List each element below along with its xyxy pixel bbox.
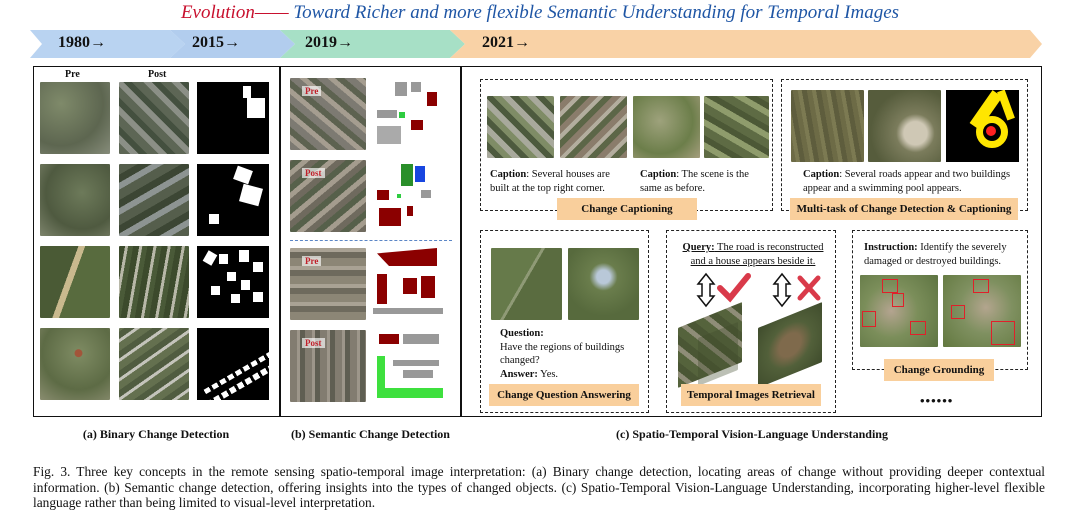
grounding-box-marker <box>892 293 904 307</box>
cqa-post-image <box>568 248 639 320</box>
timeline-label: 2021→ <box>482 34 530 51</box>
binary-mask-4 <box>197 328 269 400</box>
check-icon <box>720 276 748 298</box>
caption-text: : The scene is the same as before. <box>640 169 749 194</box>
timeline-label: 2019→ <box>305 34 353 51</box>
change-captioning-label: Change Captioning <box>557 198 697 220</box>
instruction-text: Identify the severely damaged or destroyed buildings. <box>864 242 1007 267</box>
title-evolution: Evolution—— <box>180 2 289 23</box>
grounding-pre-image <box>860 275 938 347</box>
caption-keyword: Caption <box>490 169 527 180</box>
post-label: Post <box>148 69 167 80</box>
figure-caption: Fig. 3. Three key concepts in the remote sensing spatio-temporal image interpretation: (a) Binary change detection, locating areas of change without providing deeper contextual information. (b) Semantic change detection, offering insights into the types of changed objects. (c) Spatio-Temporal Vision-Language Understanding, incorporating higher-level flexible language rather than being limited to visual-level interpretation. <box>33 464 1045 511</box>
question-keyword: Question: <box>500 328 544 339</box>
pre-label: Pre <box>65 69 80 80</box>
grounding-box-marker <box>862 311 876 327</box>
query-keyword: Query: <box>682 242 715 253</box>
cross-icon <box>800 278 818 298</box>
timeline-arrow-2021 <box>450 30 1042 58</box>
divider-ab <box>279 66 281 417</box>
subcaption-b: (b) Semantic Change Detection <box>291 427 450 441</box>
subcaption-a: (a) Binary Change Detection <box>82 427 230 441</box>
binary-pre-image-1 <box>40 82 110 154</box>
grounding-label: Change Grounding <box>884 359 994 381</box>
binary-post-image-2 <box>119 164 189 236</box>
subcaption-c: (c) Spatio-Temporal Vision-Language Understanding <box>616 427 888 441</box>
caption-keyword: Caption <box>640 169 677 180</box>
binary-pre-image-4 <box>40 328 110 400</box>
timeline-arrow-1980 <box>30 30 185 58</box>
binary-pre-image-3 <box>40 246 110 318</box>
multitask-label: Multi-task of Change Detection & Captioning <box>790 198 1018 220</box>
retrieval-query <box>676 241 830 268</box>
cqa-label: Change Question Answering <box>489 384 639 406</box>
binary-post-image-3 <box>119 246 189 318</box>
grounding-instruction <box>864 241 1024 268</box>
semantic-post-tag: Post <box>302 168 325 178</box>
captioning-image-1 <box>487 96 554 158</box>
divider-bc <box>460 66 462 417</box>
semantic-pre-tag-2: Pre <box>302 256 321 266</box>
semantic-pre-map-2 <box>373 248 449 320</box>
semantic-post-tag-2: Post <box>302 338 325 348</box>
semantic-pre-tag: Pre <box>302 86 321 96</box>
captioning-image-4 <box>704 96 769 158</box>
captioning-image-2 <box>560 96 627 158</box>
binary-mask-1 <box>197 82 269 154</box>
binary-pre-image-2 <box>40 164 110 236</box>
timeline-label: 1980→ <box>58 34 106 51</box>
binary-post-image-4 <box>119 328 189 400</box>
grounding-box-marker <box>973 279 989 293</box>
more-tasks-ellipsis: •••••• <box>920 393 954 408</box>
answer-keyword: Answer: <box>500 368 538 380</box>
answer-text: Yes. <box>537 368 559 380</box>
instruction-keyword: Instruction: <box>864 242 918 253</box>
caption-text: : Several houses are built at the top right corner. <box>490 169 610 194</box>
up-down-arrow-icon <box>698 274 714 306</box>
grounding-box-marker <box>991 321 1015 345</box>
binary-mask-3 <box>197 246 269 318</box>
captioning-caption-1 <box>490 168 620 195</box>
query-text: The road is reconstructed and a house appears beside it. <box>690 242 824 267</box>
timeline-label: 2015→ <box>192 34 240 51</box>
multitask-post-image <box>868 90 941 162</box>
captioning-image-3 <box>633 96 700 158</box>
multitask-pre-image <box>791 90 864 162</box>
grounding-post-image <box>943 275 1021 347</box>
multitask-change-map <box>946 90 1019 162</box>
title-subtitle: Toward Richer and more flexible Semantic Understanding for Temporal Images <box>288 2 900 23</box>
caption-text: : Several roads appear and two buildings appear and a swimming pool appears. <box>803 169 1011 194</box>
timeline-arrows <box>30 30 1045 60</box>
grounding-box-marker <box>910 321 926 335</box>
figure-title <box>0 2 1080 24</box>
semantic-pre-map-1 <box>373 78 449 150</box>
caption-keyword: Caption <box>803 169 840 180</box>
grounding-box-marker <box>882 279 898 293</box>
up-down-arrow-icon-2 <box>774 274 790 306</box>
semantic-post-map-2 <box>373 330 449 402</box>
retrieval-icons <box>690 270 830 310</box>
grounding-box-marker <box>951 305 965 319</box>
multitask-caption <box>803 168 1021 195</box>
binary-post-image-1 <box>119 82 189 154</box>
captioning-caption-2 <box>640 168 765 195</box>
retrieval-label: Temporal Images Retrieval <box>681 384 821 406</box>
semantic-post-map-1 <box>373 160 449 232</box>
cqa-pre-image <box>491 248 562 320</box>
question-text: Have the regions of buildings changed? <box>500 341 625 366</box>
cqa-question <box>500 327 640 381</box>
semantic-separator <box>290 240 452 241</box>
binary-mask-2 <box>197 164 269 236</box>
